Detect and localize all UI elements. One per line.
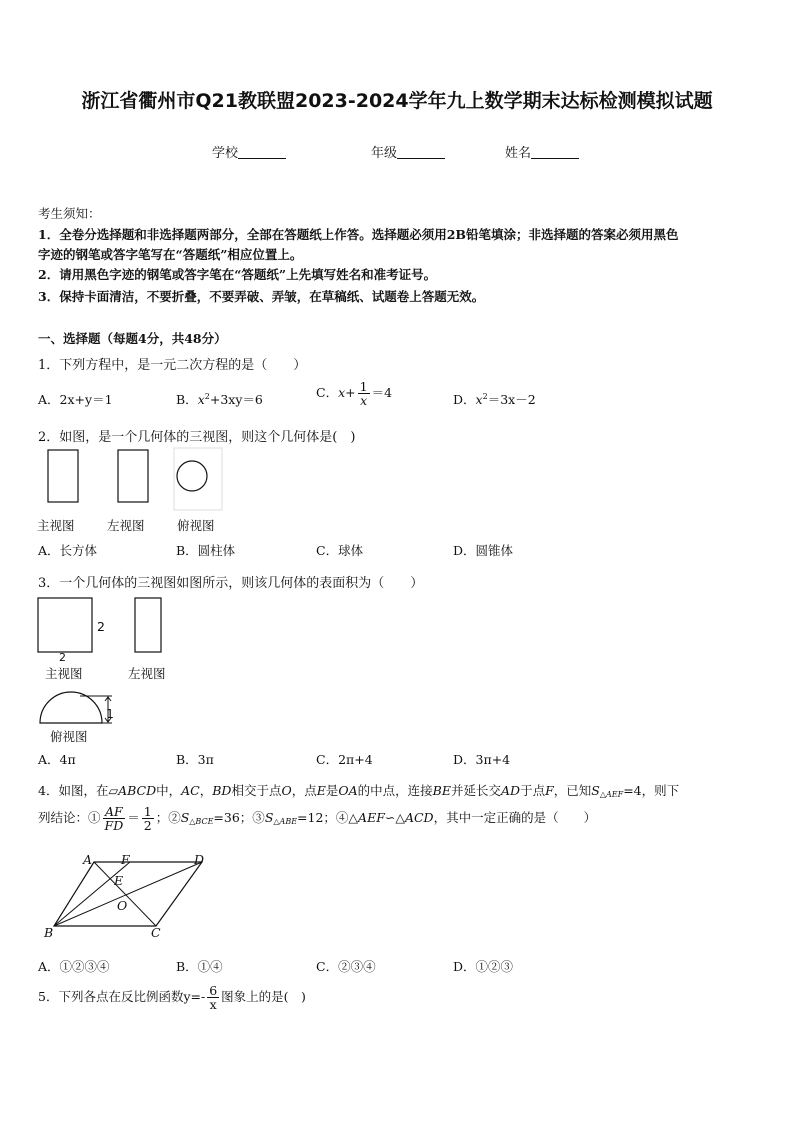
grade-label: 年级 [371,146,398,161]
q2-top-frame [174,448,222,510]
q3-side-rect [135,598,161,652]
q2-option-a[interactable]: A．长方体 [38,543,98,558]
q1-option-b[interactable]: B．$x^2+3xy=6$ [176,392,263,407]
q4-point-a: A [83,852,93,867]
q2-front-rect [48,450,78,502]
name-label: 姓名 [505,146,532,161]
q2-label-side: 左视图 [107,518,145,533]
notice-item-1: 1．全卷分选择题和非选择题两部分，全部在答题纸上作答。选择题必须用2B铅笔填涂；非选择题的答案必须用黑色 [38,227,679,242]
q3-front-side-views [36,596,176,656]
q4-option-a[interactable]: A．①②③④ [38,959,110,974]
q4-point-f: F [121,852,130,867]
q1-option-c[interactable]: C．x+ $\frac{1}{x}$ ＝4 [316,379,393,409]
q3-label-front: 主视图 [45,666,83,681]
q4-option-d[interactable]: D．①②③ [453,959,514,974]
q4-diagonal-bd [54,862,202,926]
name-blank[interactable] [531,146,579,159]
q4-point-e: E [114,873,124,888]
q5-stem: 5．下列各点在反比例函数y=- $\frac{6}{x}$ 图象上的是( ) [38,983,306,1013]
name-field[interactable] [505,142,579,161]
section-title: 一、选择题（每题4分，共48分） [38,331,227,346]
q2-label-top: 俯视图 [177,518,215,533]
q1-option-a[interactable]: A．2x+y＝1 [38,392,113,407]
q3-semicircle [40,692,102,723]
school-label: 学校 [212,146,239,161]
q4-point-b: B [44,925,54,940]
notice-item-1-cont: 字迹的钢笔或答字笔写在“答题纸”相应位置上。 [38,247,303,262]
grade-blank[interactable] [397,146,445,159]
grade-field[interactable] [371,142,445,161]
q3-label-top: 俯视图 [50,729,88,744]
q3-dim-side: 2 [97,619,105,634]
notice-heading: 考生须知： [38,206,101,221]
q2-label-front: 主视图 [37,518,75,533]
q2-option-d[interactable]: D．圆锥体 [453,543,514,558]
q3-option-d[interactable]: D．3π+4 [453,752,511,767]
q4-diagonal-ac [94,862,156,926]
q1-c-fraction: $\frac{1}{x}$ [359,379,368,409]
q1-option-d[interactable]: D．$x^2=3x-2$ [453,392,536,407]
q3-stem: 3．一个几何体的三视图如图所示，则该几何体的表面积为（ ） [38,576,424,591]
q4-option-c[interactable]: C．②③④ [316,959,376,974]
q3-option-b[interactable]: B．3π [176,752,214,767]
q4-point-o: O [117,898,128,913]
q2-option-c[interactable]: C．球体 [316,543,364,558]
q2-option-b[interactable]: B．圆柱体 [176,543,236,558]
q2-side-rect [118,450,148,502]
q3-label-side: 左视图 [128,666,166,681]
q4-line-bf [54,862,130,926]
q2-stem: 2．如图，是一个几何体的三视图，则这个几何体是( ) [38,430,356,445]
page-title: 浙江省衢州市Q21教联盟2023-2024学年九上数学期末达标检测模拟试题 [81,90,713,112]
q4-point-d: D [194,852,205,867]
q4-point-c: C [151,925,161,940]
q3-option-c[interactable]: C．2π+4 [316,752,373,767]
school-field[interactable] [212,142,286,161]
q3-dim-height: 1 [106,706,114,721]
notice-item-2: 2．请用黑色字迹的钢笔或答字笔在“答题纸”上先填写姓名和准考证号。 [38,267,437,282]
school-blank[interactable] [238,146,286,159]
q3-front-square [38,598,92,652]
q4-stem-line2: 列结论：① $\frac{AF}{FD}$ ＝ $\frac{1}{2}$ ；$②S_{\triangle BCE}=36$；$③S_{\triangle ABE}=12$；④△AEF∽△ACD，其中一定正确的是（ ） [38,804,597,834]
q2-top-circle [177,461,207,491]
q4-option-b[interactable]: B．①④ [176,959,223,974]
notice-item-3: 3．保持卡面清洁，不要折叠，不要弄破、弄皱，在草稿纸、试题卷上答题无效。 [38,289,485,304]
q4-stem-line1: 4．如图，在▱ABCD中，AC，BD相交于点O，点E是OA的中点，连接BE并延长交AD于点F，已知$S_{\triangle AEF}=4$，则下 [38,783,680,799]
q1-stem: 1．下列方程中，是一元二次方程的是（ ） [38,358,307,373]
q2-three-views [36,446,226,516]
q3-dim-bottom: 2 [59,651,66,664]
q3-option-a[interactable]: A．4π [38,752,76,767]
